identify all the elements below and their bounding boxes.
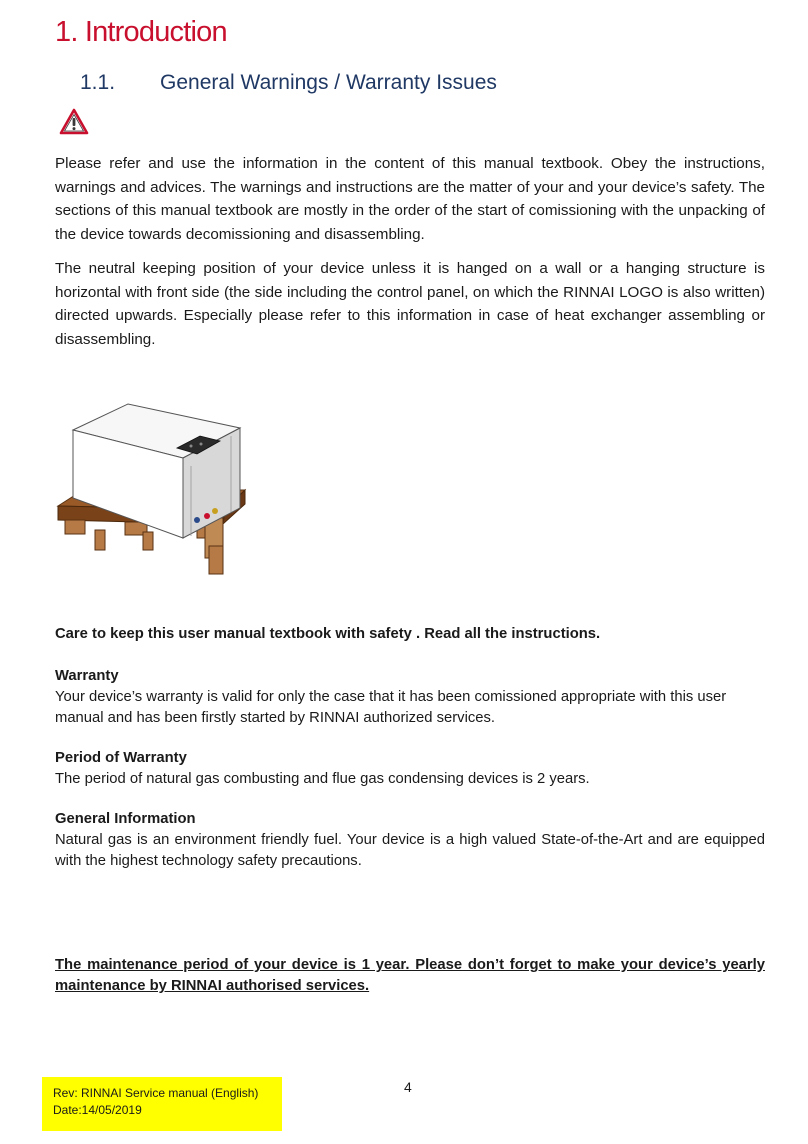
period-section (55, 748, 765, 790)
section-title: General Warnings / Warranty Issues (160, 71, 497, 94)
period-title: Period of Warranty (55, 750, 187, 766)
maintenance-note: The maintenance period of your device is 1 year. Please don’t forget to make your device’s yearly maintenance by RINNAI authorised services. (55, 957, 765, 994)
footer-revision: Rev: RINNAI Service manual (English) (53, 1086, 259, 1100)
care-note: Care to keep this user manual textbook with safety . Read all the instructions. (55, 626, 601, 642)
footer-date: Date:14/05/2019 (53, 1103, 142, 1117)
warning-triangle-icon (59, 108, 89, 136)
section-number: 1.1. (80, 71, 116, 94)
page-title: 1. Introduction (55, 16, 227, 48)
intro-paragraph: Please refer and use the information in the content of this manual textbook. Obey the instructions, warnings and advices. The warnings and instructions are the matter of your and your device’s safety. The sections of this manual textbook are mostly in the order of the start of comissioning with the unpacking of the device towards decomissioning and disassembling. (55, 155, 765, 243)
general-info-section (55, 809, 765, 872)
general-info-text: Natural gas is an environment friendly fuel. Your device is a high valued State-of-the-Art and are equipped with the highest technology safety precautions. (55, 832, 765, 869)
device-on-pallet-illustration (55, 398, 250, 578)
warranty-text: Your device’s warranty is valid for only the case that it has been comissioned appropriate with this user manual and has been firstly started by RINNAI authorized services. (55, 689, 727, 726)
general-info-title: General Information (55, 811, 196, 827)
position-paragraph: The neutral keeping position of your device unless it is hanged on a wall or a hanging structure is horizontal with front side (the side including the control panel, on which the RINNAI LOGO is also written) directed upwards. Especially please refer to this information in case of heat exchanger assembling or disassembling. (55, 260, 765, 348)
warranty-title: Warranty (55, 668, 119, 684)
warranty-section (55, 666, 765, 729)
period-text: The period of natural gas combusting and flue gas condensing devices is 2 years. (55, 771, 590, 787)
footer-revision-box (42, 1077, 282, 1131)
section-heading (80, 68, 497, 98)
page-number: 4 (404, 1079, 412, 1095)
